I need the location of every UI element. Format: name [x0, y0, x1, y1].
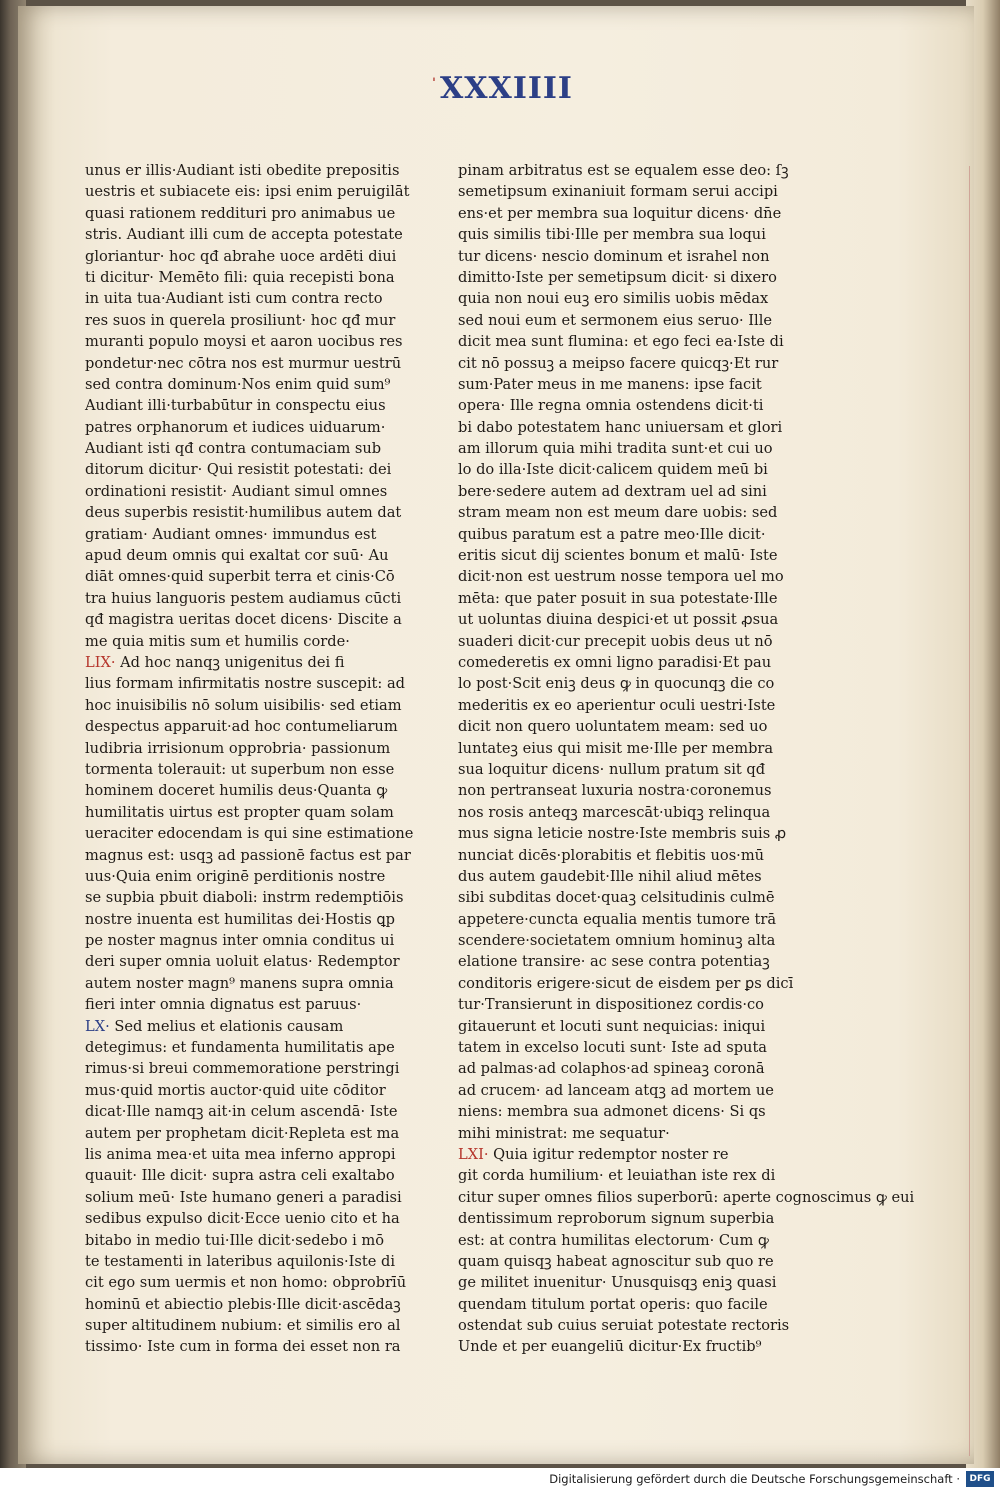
text-line: humilitatis uirtus est propter quam solam — [85, 803, 394, 821]
text-line: bi dabo potestatem hanc uniuersam et glori — [458, 418, 783, 436]
text-line: cit ego sum uermis et non homo: obprobrīū — [85, 1274, 407, 1292]
text-line: tra huius languoris pestem audiamus cūcti — [85, 589, 402, 607]
text-line: sua loquitur dicens· nullum pratum sit qđ — [458, 760, 766, 778]
text-line: est: at contra humilitas electorum· Cum ꝙ — [458, 1231, 769, 1249]
text-line: res suos in querela prosiliunt· hoc qđ mur — [85, 311, 396, 329]
text-line: te testamenti in lateribus aquilonis·Iste di — [85, 1252, 395, 1270]
text-line: detegimus: et fundamenta humilitatis ape — [85, 1039, 395, 1057]
dfg-logo: DFG — [966, 1471, 994, 1487]
text-line: ludibria irrisionum opprobria· passionum — [85, 739, 391, 757]
text-line: pondetur·nec cōtra nos est murmur uestrū — [85, 354, 402, 372]
text-line: mus signa leticie nostre·Iste membris suis ꝓ — [458, 825, 787, 843]
footer-bar — [0, 1468, 1000, 1492]
text-line: lo post·Scit eniꝫ deus ꝙ in quocunqꝫ die co — [458, 675, 775, 693]
text-line: appetere·cuncta equalia mentis tumore trā — [458, 910, 777, 928]
text-line: LX· Sed melius et elationis causam — [85, 1017, 344, 1035]
text-line: dentissimum reproborum signum superbia — [458, 1210, 775, 1228]
text-line: ti dicitur· Memēto fili: quia recepisti bona — [85, 268, 395, 286]
text-line: dicat·Ille namqꝫ ait·in celum ascendā· Iste — [85, 1103, 398, 1121]
text-line: quia non noui euꝫ ero similis uobis mēdax — [458, 290, 769, 308]
text-line: tur dicens· nescio dominum et israhel non — [458, 247, 770, 265]
text-line: LXI· Quia igitur redemptor noster re — [458, 1145, 729, 1163]
text-line: dimitto·Iste per semetipsum dicit· si dixero — [458, 268, 777, 286]
text-line: ad crucem· ad lanceam atqꝫ ad mortem ue — [458, 1081, 774, 1099]
text-line: dus autem gaudebit·Ille nihil aliud mētes — [458, 867, 762, 885]
text-line: eritis sicut dij scientes bonum et malū· Iste — [458, 547, 778, 565]
text-line: cit nō possuꝫ a meipso facere quicqꝫ·Et rur — [458, 354, 779, 372]
text-line: unus er illis·Audiant isti obedite prepositis — [85, 162, 400, 179]
text-line: ordinationi resistit· Audiant simul omnes — [85, 482, 388, 500]
text-line: muranti populo moysi et aaron uocibus res — [85, 333, 403, 351]
text-line: sed noui eum et sermonem eius seruo· Ille — [458, 311, 773, 329]
text-line: lis anima mea·et uita mea inferno appropi — [85, 1145, 396, 1163]
text-line: patres orphanorum et iudices uiduarum· — [85, 418, 386, 436]
text-line: lius formam infirmitatis nostre suscepit: ad — [85, 675, 406, 693]
text-line: suaderi dicit·cur precepit uobis deus ut nō — [458, 632, 773, 650]
folio-mark: ˈ — [432, 76, 436, 92]
text-line: fieri inter omnia dignatus est paruus· — [85, 996, 362, 1014]
text-line: uestris et subiacete eis: ipsi enim peruigilāt — [85, 183, 410, 201]
text-line: tatem in excelso locuti sunt· Iste ad sputa — [458, 1039, 768, 1057]
text-line: tur·Transierunt in dispositionez cordis·co — [458, 996, 764, 1014]
text-line: qđ magistra ueritas docet dicens· Discite a — [85, 611, 402, 629]
text-line: me quia mitis sum et humilis corde· — [85, 632, 350, 650]
text-line: citur super omnes filios superborū: aperte cognoscimus ꝙ eui — [458, 1188, 915, 1206]
text-line: diāt omnes·quid superbit terra et cinis·Cō — [85, 568, 395, 586]
text-line: conditoris erigere·sicut de eisdem per ꝑs dicī — [458, 974, 794, 992]
text-line: sed contra dominum·Nos enim quid sum⁹ — [85, 375, 391, 393]
text-line: bitabo in medio tui·Ille dicit·sedebo i mō — [85, 1231, 385, 1249]
text-line: rimus·si breui commemoratione perstringi — [85, 1060, 400, 1078]
text-line: apud deum omnis qui exaltat cor suū· Au — [85, 547, 389, 565]
chapter-number: LXI· — [458, 1145, 489, 1163]
text-line: pinam arbitratus est se equalem esse deo: ſꝫ — [458, 162, 789, 179]
text-line: gitauerunt et locuti sunt nequicias: iniqui — [458, 1017, 766, 1035]
text-line: bere·sedere autem ad dextram uel ad sini — [458, 482, 767, 500]
text-line: Audiant illi·turbabūtur in conspectu eius — [85, 397, 386, 415]
text-line: ens·et per membra sua loquitur dicens· dn̄e — [458, 204, 782, 222]
text-line: in uita tua·Audiant isti cum contra recto — [85, 290, 383, 308]
text-line: quibus paratum est a patre meo·Ille dicit· — [458, 525, 766, 543]
folio-number: XXXIIII — [440, 71, 573, 106]
right-text-column — [458, 160, 915, 1358]
text-line: hoc inuisibilis nō solum uisibilis· sed etiam — [85, 696, 402, 714]
text-line: sum·Pater meus in me manens: ipse facit — [458, 375, 762, 393]
text-line: hominem doceret humilis deus·Quanta ꝙ — [85, 782, 388, 800]
text-line: Audiant isti qđ contra contumaciam sub — [85, 440, 382, 458]
text-line: lo do illa·Iste dicit·calicem quidem meū bi — [458, 461, 768, 479]
text-line: ge militet inuenitur· Unusquisqꝫ eniꝫ quasi — [458, 1274, 777, 1292]
text-line: ueraciter edocendam is qui sine estimatione — [85, 825, 414, 843]
ruling-line — [969, 166, 970, 1456]
text-line: ut uoluntas diuina despici·et ut possit ꝓsua — [458, 611, 779, 629]
text-line: luntateꝫ eius qui misit me·Ille per membra — [458, 739, 774, 757]
text-line: quis similis tibi·Ille per membra sua loqui — [458, 226, 766, 244]
text-line: deri super omnia uoluit elatus· Redemptor — [85, 953, 400, 971]
text-line: quam quisqꝫ habeat agnoscitur sub quo re — [458, 1252, 774, 1270]
text-line: solium meū· Iste humano generi a paradisi — [85, 1188, 402, 1206]
text-line: hominū et abiectio plebis·Ille dicit·ascēdaꝫ — [85, 1295, 401, 1313]
text-line: LIX· Ad hoc nanqꝫ unigenitus dei fi — [85, 653, 345, 671]
text-line: git corda humilium· et leuiathan iste rex di — [458, 1167, 776, 1185]
text-line: quauit· Ille dicit· supra astra celi exaltabo — [85, 1167, 395, 1185]
text-line: deus superbis resistit·humilibus autem dat — [85, 504, 402, 522]
text-line: dicit non quero uoluntatem meam: sed uo — [458, 718, 768, 736]
text-line: ditorum dicitur· Qui resistit potestati: dei — [85, 461, 392, 479]
text-line: nos rosis anteqꝫ marcescāt·ubiqꝫ relinqua — [458, 803, 771, 821]
text-line: uus·Quia enim originē perditionis nostre — [85, 867, 386, 885]
text-line: nunciat dicēs·plorabitis et flebitis uos·mū — [458, 846, 765, 864]
text-line: mēta: que pater posuit in sua potestate·Ille — [458, 589, 778, 607]
text-line: super altitudinem nubium: et similis ero al — [85, 1317, 401, 1335]
text-line: nostre inuenta est humilitas dei·Hostis ꝗp — [85, 910, 396, 928]
text-line: non pertranseat luxuria nostra·coronemus — [458, 782, 772, 800]
funding-notice: Digitalisierung gefördert durch die Deutsche Forschungsgemeinschaft · — [549, 1472, 960, 1486]
text-line: Unde et per euangeliū dicitur·Ex fructib⁹ — [458, 1338, 762, 1356]
text-line: gloriantur· hoc qđ abrahe uoce ardēti diui — [85, 247, 397, 265]
text-line: sibi subditas docet·quaꝫ celsitudinis culmē — [458, 889, 775, 907]
text-line: elatione transire· ac sese contra potentiaꝫ — [458, 953, 770, 971]
text-line: sedibus expulso dicit·Ecce uenio cito et ha — [85, 1210, 400, 1228]
text-line: dicit mea sunt flumina: et ego feci ea·Iste di — [458, 333, 784, 351]
text-line: gratiam· Audiant omnes· immundus est — [85, 525, 377, 543]
text-line: se supbia pbuit diaboli: instrm redemptiōis — [85, 889, 404, 907]
text-line: autem noster magn⁹ manens supra omnia — [85, 974, 394, 992]
left-text-column — [85, 160, 414, 1358]
text-line: ad palmas·ad colaphos·ad spineaꝫ coronā — [458, 1060, 765, 1078]
text-line: despectus apparuit·ad hoc contumeliarum — [85, 718, 398, 736]
text-line: mihi ministrat: me sequatur· — [458, 1124, 670, 1142]
text-line: stris. Audiant illi cum de accepta potestate — [85, 226, 403, 244]
text-line: am illorum quia mihi tradita sunt·et cui uo — [458, 440, 773, 458]
chapter-number: LX· — [85, 1017, 110, 1035]
text-line: semetipsum exinaniuit formam serui accipi — [458, 183, 778, 201]
text-line: magnus est: usqꝫ ad passionē factus est par — [85, 846, 411, 864]
chapter-number: LIX· — [85, 653, 116, 671]
text-line: pe noster magnus inter omnia conditus ui — [85, 932, 395, 950]
text-line: dicit·non est uestrum nosse tempora uel mo — [458, 568, 784, 586]
text-line: mederitis ex eo aperientur oculi uestri·Iste — [458, 696, 776, 714]
text-line: scendere·societatem omnium hominuꝫ alta — [458, 932, 776, 950]
text-line: ostendat sub cuius seruiat potestate rectoris — [458, 1317, 790, 1335]
text-line: niens: membra sua admonet dicens· Si qs — [458, 1103, 766, 1121]
text-line: tissimo· Iste cum in forma dei esset non ra — [85, 1338, 401, 1356]
text-line: stram meam non est meum dare uobis: sed — [458, 504, 778, 522]
text-line: quasi rationem reddituri pro animabus ue — [85, 204, 396, 222]
text-line: autem per prophetam dicit·Repleta est ma — [85, 1124, 400, 1142]
text-line: comederetis ex omni ligno paradisi·Et pau — [458, 653, 772, 671]
text-line: tormenta tolerauit: ut superbum non esse — [85, 760, 395, 778]
text-line: quendam titulum portat operis: quo facile — [458, 1295, 768, 1313]
text-line: opera· Ille regna omnia ostendens dicit·ti — [458, 397, 764, 415]
text-line: mus·quid mortis auctor·quid uite cōditor — [85, 1081, 386, 1099]
